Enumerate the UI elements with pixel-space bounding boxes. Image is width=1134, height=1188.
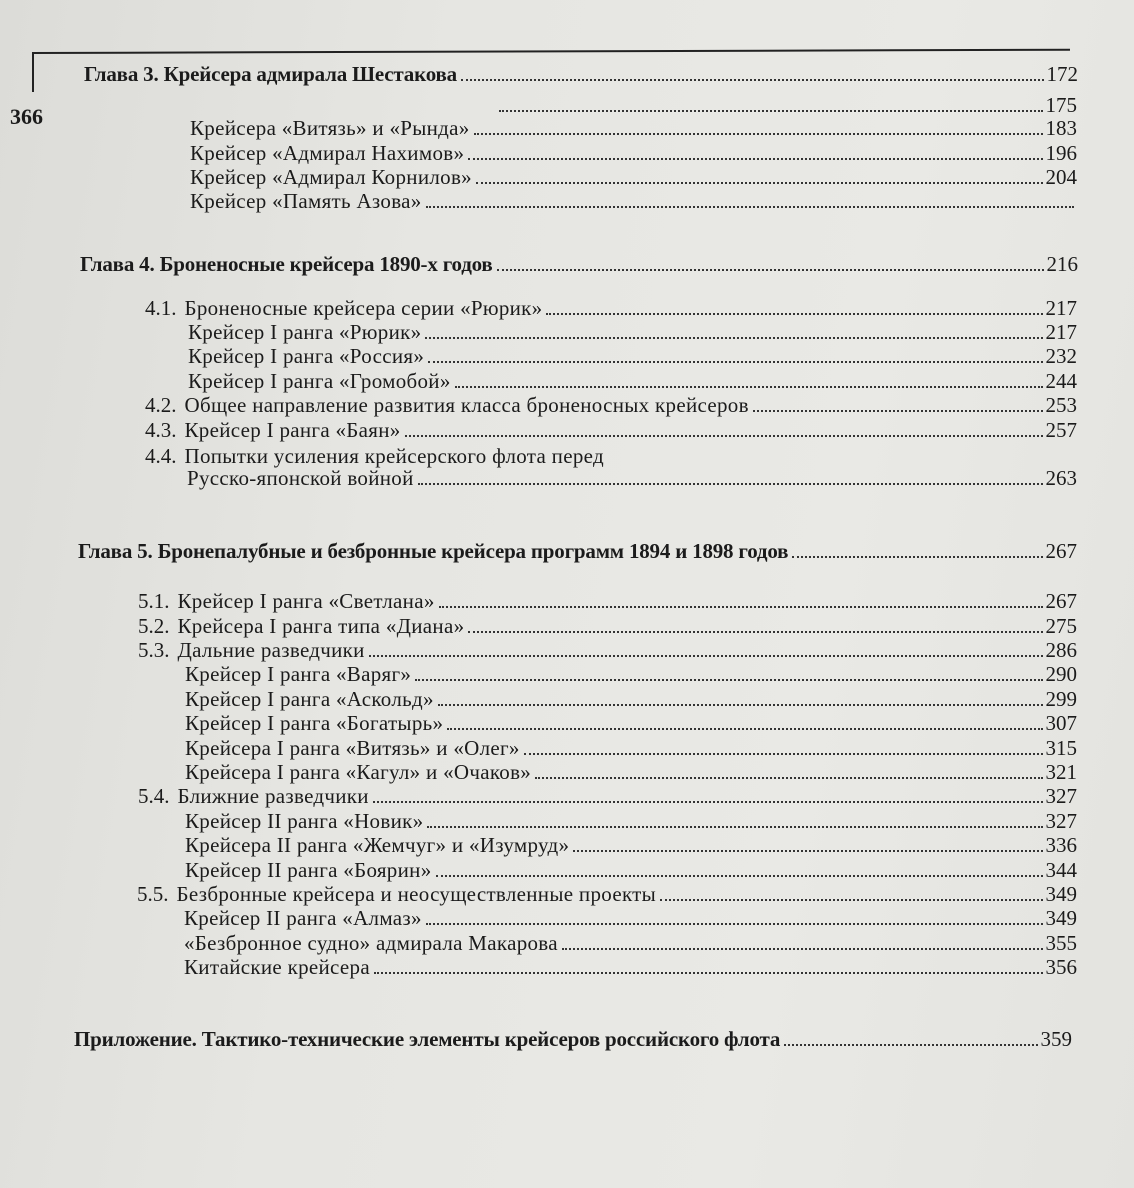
leader-dots [426, 923, 1043, 925]
entry-title: Крейсер «Память Азова» [190, 189, 422, 213]
page-ref: 232 [1045, 344, 1077, 368]
page-ref: 204 [1045, 165, 1077, 189]
toc-entry[interactable] [188, 371, 1077, 392]
toc-section-5-2[interactable] [138, 616, 1077, 637]
chapter-title: Глава 4. Броненосные крейсера 1890-х годов [80, 252, 493, 276]
page-number: 366 [10, 104, 43, 129]
section-number: 4.3. [145, 418, 177, 442]
page-ref: 183 [1045, 116, 1077, 140]
leader-dots [439, 606, 1043, 608]
toc-entry[interactable] [188, 346, 1077, 367]
toc-entry[interactable] [495, 95, 1077, 116]
toc-entry[interactable] [187, 468, 1077, 489]
entry-title: Крейсер II ранга «Боярин» [185, 858, 432, 882]
toc-section-4-4[interactable] [145, 446, 1077, 467]
section-number: 5.5. [137, 882, 169, 906]
leader-dots [461, 79, 1044, 81]
page-ref: 349 [1045, 906, 1077, 930]
entry-title: Дальние разведчики [177, 638, 365, 662]
entry-title: Крейсер I ранга «Россия» [188, 344, 425, 368]
entry-title: Крейсер I ранга «Рюрик» [188, 320, 422, 344]
toc-entry[interactable] [185, 762, 1077, 783]
page-ref: 253 [1045, 393, 1077, 417]
entry-title: Крейсер II ранга «Алмаз» [184, 906, 422, 930]
toc-section-5-4[interactable] [138, 786, 1077, 807]
leader-dots [455, 386, 1043, 388]
entry-title: Крейсер I ранга «Аскольд» [185, 687, 434, 711]
leader-dots [369, 655, 1043, 657]
toc-entry[interactable] [188, 322, 1077, 343]
entry-title: Броненосные крейсера серии «Рюрик» [184, 296, 543, 320]
toc-appendix[interactable] [74, 1029, 1072, 1050]
toc-entry[interactable] [190, 118, 1077, 139]
page-ref: 196 [1045, 141, 1077, 165]
leader-dots [784, 1044, 1037, 1046]
toc-section-4-3[interactable] [145, 420, 1077, 441]
entry-title: Крейсер I ранга «Светлана» [177, 589, 435, 613]
entry-title: «Безбронное судно» адмирала Макарова [184, 931, 558, 955]
page-ref: 356 [1045, 955, 1077, 979]
leader-dots [426, 206, 1074, 208]
toc-entry[interactable] [190, 167, 1077, 188]
page-ref: 327 [1045, 784, 1077, 808]
page-ref: 267 [1045, 589, 1077, 613]
toc-section-5-5[interactable] [137, 884, 1077, 905]
leader-dots [573, 850, 1042, 852]
entry-title: Крейсера I ранга типа «Диана» [177, 614, 465, 638]
page-ref: 315 [1045, 736, 1077, 760]
leader-dots [562, 948, 1043, 950]
page-ref: 286 [1045, 638, 1077, 662]
leader-dots [425, 337, 1042, 339]
section-number: 5.1. [138, 589, 170, 613]
entry-title: Крейсер «Адмирал Корнилов» [190, 165, 472, 189]
leader-dots [792, 556, 1042, 558]
entry-title: Крейсер I ранга «Баян» [184, 418, 401, 442]
entry-title: Крейсера II ранга «Жемчуг» и «Изумруд» [185, 833, 570, 857]
leader-dots [468, 158, 1042, 160]
toc-entry[interactable] [185, 860, 1077, 881]
leader-dots [497, 269, 1044, 271]
page-ref: 290 [1045, 662, 1077, 686]
leader-dots [524, 753, 1043, 755]
leader-dots [374, 972, 1043, 974]
section-number: 5.2. [138, 614, 170, 638]
page-ref: 217 [1045, 320, 1077, 344]
section-number: 5.3. [138, 638, 170, 662]
entry-title: Ближние разведчики [177, 784, 369, 808]
leader-dots [660, 899, 1042, 901]
entry-title: Попытки усиления крейсерского флота перед [184, 444, 604, 468]
toc-entry[interactable] [185, 835, 1077, 856]
leader-dots [535, 777, 1042, 779]
toc-entry[interactable] [190, 191, 1077, 212]
entry-title: Крейсер I ранга «Варяг» [185, 662, 412, 686]
toc-section-5-3[interactable] [138, 640, 1077, 661]
toc-entry[interactable] [184, 933, 1077, 954]
page-ref: 175 [1045, 93, 1077, 117]
leader-dots [438, 704, 1043, 706]
toc-section-5-1[interactable] [138, 591, 1077, 612]
page-ref: 275 [1045, 614, 1077, 638]
leader-dots [447, 728, 1042, 730]
entry-title: Крейсер «Адмирал Нахимов» [190, 141, 465, 165]
leader-dots [427, 826, 1042, 828]
leader-dots [546, 313, 1042, 315]
page-ref: 244 [1045, 369, 1077, 393]
chapter-title: Глава 3. Крейсера адмирала Шестакова [84, 62, 457, 86]
toc-section-4-2[interactable] [145, 395, 1077, 416]
entry-title: Крейсера I ранга «Витязь» и «Олег» [185, 736, 520, 760]
entry-title: Крейсер II ранга «Новик» [185, 809, 424, 833]
toc-section-4-1[interactable] [145, 298, 1077, 319]
leader-dots [474, 133, 1043, 135]
leader-dots [476, 182, 1043, 184]
page-ref: 336 [1045, 833, 1077, 857]
section-number: 4.1. [145, 296, 177, 320]
toc-entry[interactable] [185, 738, 1077, 759]
leader-dots [499, 110, 1043, 112]
toc-entry[interactable] [184, 957, 1077, 978]
entry-title: Крейсер I ранга «Громобой» [188, 369, 451, 393]
toc-chapter-4[interactable] [80, 254, 1078, 275]
leader-dots [428, 361, 1042, 363]
toc-chapter-5[interactable] [78, 541, 1077, 562]
toc-entry[interactable] [185, 811, 1077, 832]
leader-dots [436, 875, 1043, 877]
leader-dots [753, 410, 1043, 412]
page-ref: 355 [1045, 931, 1077, 955]
section-number: 4.2. [145, 393, 177, 417]
toc-entry[interactable] [184, 908, 1077, 929]
leader-dots [405, 435, 1043, 437]
page-ref: 216 [1046, 252, 1078, 276]
entry-title: Общее направление развития класса броненосных крейсеров [184, 393, 749, 417]
toc-entry[interactable] [185, 689, 1077, 710]
page-ref: 263 [1045, 466, 1077, 490]
toc-entry[interactable] [185, 664, 1077, 685]
entry-title: Китайские крейсера [184, 955, 370, 979]
page-ref: 349 [1045, 882, 1077, 906]
page-ref: 299 [1045, 687, 1077, 711]
leader-dots [418, 483, 1043, 485]
chapter-title: Приложение. Тактико-технические элементы крейсеров российского флота [74, 1027, 781, 1051]
page-ref: 172 [1046, 62, 1078, 86]
page-ref: 217 [1045, 296, 1077, 320]
page-ref: 359 [1040, 1027, 1072, 1051]
page-ref: 327 [1045, 809, 1077, 833]
entry-title: Крейсера I ранга «Кагул» и «Очаков» [185, 760, 532, 784]
section-number: 5.4. [138, 784, 170, 808]
entry-title: Русско-японской войной [187, 466, 414, 490]
chapter-title: Глава 5. Бронепалубные и безбронные крейсера программ 1894 и 1898 годов [78, 539, 789, 563]
toc-entry[interactable] [185, 713, 1077, 734]
page-ref: 257 [1045, 418, 1077, 442]
page-ref: 307 [1045, 711, 1077, 735]
leader-dots [415, 679, 1042, 681]
entry-title: Крейсер I ранга «Богатырь» [185, 711, 444, 735]
toc-entry[interactable] [190, 143, 1077, 164]
leader-dots [468, 631, 1042, 633]
entry-title: Безбронные крейсера и неосуществленные проекты [176, 882, 657, 906]
entry-title: Крейсера «Витязь» и «Рында» [190, 116, 470, 140]
section-number: 4.4. [145, 444, 177, 468]
page-ref: 267 [1045, 539, 1077, 563]
toc-chapter-3[interactable] [84, 64, 1078, 85]
leader-dots [373, 801, 1043, 803]
page-ref: 344 [1045, 858, 1077, 882]
page-ref: 321 [1045, 760, 1077, 784]
